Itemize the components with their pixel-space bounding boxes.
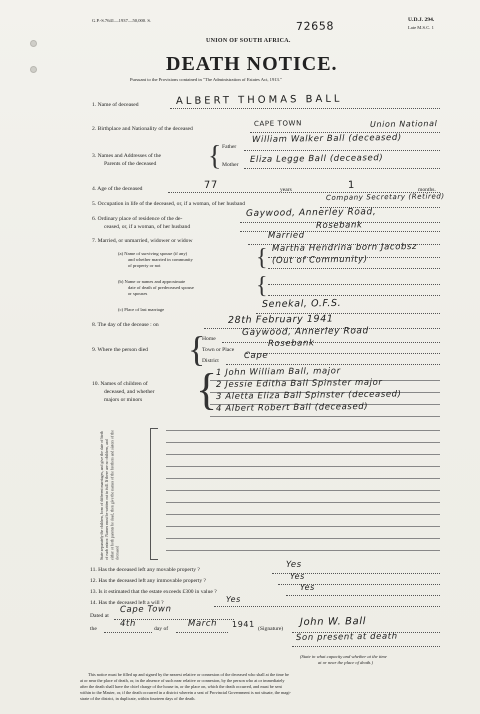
field-7-label: 7. Married, or unmarried, widower or widow [92,238,193,244]
late-msc: Late M.S.C. 1 [408,25,434,30]
field-7a-line-b [268,268,440,269]
home-label: Home [202,336,216,342]
field-3-label-b: Parents of the deceased [104,161,157,167]
punch-hole [30,66,37,73]
field-12-label: 12. Has the deceased left any immovable property ? [90,578,207,584]
movable-value: Yes [285,559,302,570]
decease-date-value: 28th February 1941 [227,313,334,326]
district-value: Cape [243,350,269,361]
spouse-value: Martha Hendrina born Jacobsz [271,241,418,254]
blank-line [166,550,440,551]
father-value: William Walker Ball (deceased) [251,132,402,145]
footer-line-5: strate of the district, in duplicate, within fourteen days of the death. [80,696,196,701]
day-value: 4th [119,618,137,629]
footer-line-2: at or near the place of death, or, in the absence of such near relative or connexion, by the person who at or immediately [80,678,285,683]
months-label: months. [418,187,436,193]
field-1-value: ALBERT THOMAS BALL [175,93,343,107]
field-7b-label-c: or spouses [128,291,148,296]
blank-line [166,442,440,443]
blank-line [166,478,440,479]
town-label: Town or Place [202,347,235,353]
brace: { [256,245,268,271]
field-5-label: 5. Occupation in life of the deceased, or, if a woman, of her husband [92,201,246,207]
father-line [244,150,440,151]
capacity-line [292,646,440,647]
field-14-line [214,606,440,607]
capacity-note-b: at or near the place of death.) [318,660,373,665]
town-line [246,353,440,354]
field-10-label-a: 10. Names of children of [92,381,148,387]
district-line [226,364,440,365]
field-10-label-c: majors or minors [104,397,143,403]
dated-label: Dated at [90,613,109,619]
blank-line [166,430,440,431]
signature-value: John W. Ball [299,616,367,628]
footer-line-3: after the death shall have the chief charge of the house in, or the place on, which the death occurred, and must be sent [80,684,282,689]
district-label: District [202,358,219,364]
child-1: 1 John William Ball, major [215,366,341,378]
home-line [222,342,440,343]
punch-hole [30,40,37,47]
field-2-label: 2. Birthplace and Nationality of the deceased [92,126,193,132]
year-value: 1941 [231,619,255,629]
udj-number: U.D.J. 294. [408,17,435,23]
month-value: March [187,618,218,629]
field-7a-label-c: of property or not [128,263,161,268]
side-note-bracket [150,428,158,560]
field-14-label: 14. Has the deceased left a will ? [90,600,164,606]
blank-line [166,466,440,467]
field-9-label: 9. Where the person died [92,347,148,353]
page-subtitle: Pursuant to the Provisions contained in "The Administration of Estates Act, 1913." [130,77,282,82]
mother-label: Mother [222,162,239,168]
month-line [176,632,228,633]
field-1-line [170,108,440,109]
field-3-label-a: 3. Names and Addresses of the [92,153,161,159]
brace: { [188,329,206,369]
the-label: the [90,626,97,632]
field-7a-label-b: and whether married in community [128,257,193,262]
footer-line-1: This notice must be filled up and signed by the nearest relative or connexion of the deceased who shall at the time be [88,672,289,677]
field-7b-line-b [268,295,440,296]
stamp-number: 72658 [295,19,335,33]
side-note: State separately the children, born of different marriages, and give the date of birth of each minor. Names must be written out in full. If there are no children, and either or both parents be dead, then give the names of the brothers and sisters of the deceased [100,430,120,560]
home-value: Gaywood, Annerley Road [241,326,369,338]
child-4: 4 Albert Robert Ball (deceased) [215,401,369,414]
marriage-place-value: Senekal, O.F.S. [261,297,342,310]
footer-line-4: within to the Master, or, if the death occurred in a district wherein a seat of Provincial Government is not situate, the magi- [80,690,291,695]
page-title: DEATH NOTICE. [166,53,338,75]
mother-value: Eliza Legge Ball (deceased) [249,153,384,165]
brace: { [208,141,222,172]
occupation-value: Company Secretary (Retired) [325,192,445,202]
signature-note: Son present at death [295,631,398,643]
field-4-label: 4. Age of the deceased [92,186,143,192]
field-13-label: 13. Is it estimated that the estate exceeds £300 in value ? [90,589,217,595]
field-13-line [286,595,440,596]
field-10-label-b: deceased, and whether [104,389,155,395]
mother-line [244,168,440,169]
field-8-label: 8. The day of the decease : on [92,322,159,328]
field-7b-label-b: date of death of predeceased spouse [128,285,194,290]
father-label: Father [222,144,237,150]
years-label: years [280,187,292,193]
form-code: G.P.-S.7641—1937—50,000. S. [92,18,152,23]
age-years-value: 77 [203,179,219,191]
day-of-label: day of [154,626,169,632]
signature-label: (Signature) [258,626,284,632]
field-2-place: CAPE TOWN [253,119,302,128]
field-6-label-b: ceased, or, if a woman, of her husband [104,224,191,230]
field-2-nationality: Union National [369,119,438,129]
town-value: Rosebank [267,338,315,349]
child-2: 2 Jessie Editha Ball Spinster major [215,377,383,390]
day-line [104,632,152,633]
field-11-label: 11. Has the deceased left any movable property ? [90,567,200,573]
residence-value-a: Gaywood, Annerley Road, [245,207,377,219]
residence-value-b: Rosebank [315,220,363,231]
field-1-label: 1. Name of deceased [92,102,139,108]
field-7a-label-a: (a) Name of surviving spouse (if any) [118,251,188,256]
brace: { [256,273,268,299]
age-months-value: 1 [347,179,356,191]
field-7b-label-a: (b) Name or names and approximate [118,279,186,284]
blank-line [166,538,440,539]
blank-line [166,490,440,491]
capacity-note-a: (State in what capacity and whether at the time [300,654,387,659]
will-value: Yes [225,594,241,604]
field-7c-label: (c) Place of last marriage [118,307,165,312]
marital-value: Married [267,230,305,241]
blank-line [166,526,440,527]
blank-line [166,502,440,503]
community-value: (Out of Community) [271,254,368,266]
blank-line [166,454,440,455]
child-3: 3 Aletta Eliza Ball Spinster (deceased) [215,389,402,402]
brace: { [196,365,218,414]
child-line [210,416,440,417]
field-7b-line-a [268,284,440,285]
immovable-value: Yes [289,571,305,581]
dated-value: Cape Town [119,604,172,615]
estate-value: Yes [299,582,315,592]
field-6-label-a: 6. Ordinary place of residence of the de- [92,216,183,222]
blank-line [166,514,440,515]
union-heading: UNION OF SOUTH AFRICA. [206,38,291,44]
